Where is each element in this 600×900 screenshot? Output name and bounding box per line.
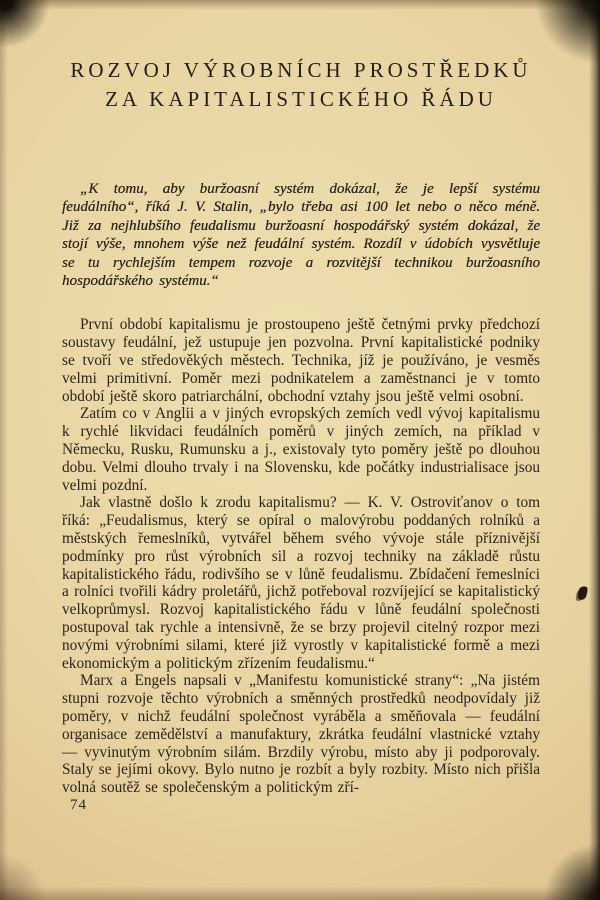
chapter-title-line-1: ROZVOJ VÝROBNÍCH PROSTŘEDKŮ (70, 58, 532, 82)
ink-blot-mark (576, 585, 589, 601)
body-paragraph-3: Jak vlastně došlo k zrodu kapitalismu? — K. V. Ostroviťanov o tom říká: „Feudalismus, který se opíral o malovýrobu poddaných rolníků a městských řemeslníků, vytvářel během svého vývoje stále příznivější podmínky pro růst výrobních sil a rozvoj techniky na základě růstu kapitalistického řádu, rodivšího se v lůně feudalismu. Zbídačení řemeslníci a rolníci tvořili kádry proletářů, jichž potřeboval rozvíjející se kapitalistický velkoprůmysl. Rozvoj kapitalistického řádu v lůně feudální společnosti postupoval tak rychle a intensivně, že se brzy projevil citelný rozpor mezi novými výrobními silami, které již vyrostly v kapitalistické formě a mezi ekonomickým a politickým zřízením feudalismu.“ (62, 494, 540, 672)
body-paragraph-2: Zatím co v Anglii a v jiných evropských zemích vedl vývoj kapitalismu k rychlé likvidaci feudálních poměrů v jiných zemích, na příklad v Německu, Rusku, Rumunsku a j., existovaly tyto poměry ještě po dlouhou dobu. Velmi dlouho trvaly i na Slovensku, kde počátky industrialisace jsou velmi pozdní. (62, 405, 540, 494)
page-content (62, 0, 540, 797)
stalin-quote: „K tomu, aby buržoasní systém dokázal, že je lepší systému feudálního“, říká J. V. Stalin, „bylo třeba asi 100 let nebo o něco méně. Již za nejhlubšího feudalismu buržoasní hospodářský systém dokázal, že stojí výše, mnohem výše než feudální systém. Rozdíl v údobích vysvětluje se tu rychlejším tempem rozvoje a rozvitější technikou buržoasního hospodářského systému.“ (62, 181, 540, 290)
page-number: 74 (70, 797, 87, 813)
body-paragraph-1: První období kapitalismu je prostoupeno ještě četnými prvky předchozí soustavy feudální, jež ustupuje jen pozvolna. První kapitalistické podniky se tvoří ve středověkých městech. Technika, jíž je používáno, je vesměs velmi primitivní. Poměr mezi podnikatelem a zaměstnanci je v tomto období ještě skoro patriarchální, obchodní vztahy jsou ještě velmi osobní. (62, 316, 540, 405)
chapter-title (62, 56, 540, 114)
body-paragraph-4: Marx a Engels napsali v „Manifestu komunistické strany“: „Na jistém stupni rozvoje těchto výrobních a směnných prostředků neodpovídaly již poměry, v nichž feudální společnost vyráběla a směňovala — feudální organisace zemědělství a manufaktury, zkrátka feudální vlastnické vztahy — vyvinutým výrobním silám. Brzdily výrobu, místo aby ji podporovaly. Staly se jejími okovy. Bylo nutno je rozbít a byly rozbity. Místo nich přišla volná soutěž se společenským a politickým zří- (62, 672, 540, 797)
chapter-title-line-2: ZA KAPITALISTICKÉHO ŘÁDU (105, 87, 497, 111)
body-text (62, 316, 540, 797)
